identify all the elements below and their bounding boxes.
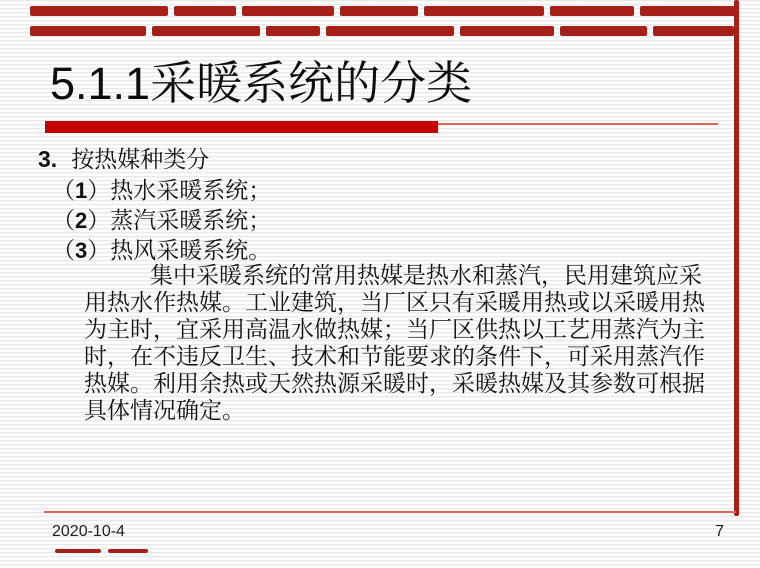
list-heading <box>38 141 209 174</box>
slide-title <box>50 58 472 110</box>
list-item <box>52 202 271 235</box>
list-item-paren-open: （ <box>52 238 75 263</box>
paragraph-line: 集中采暖系统的常用热媒是热水和蒸汽，民用建筑应采 <box>150 263 702 288</box>
paragraph-line: 时，在不违反卫生、技术和节能要求的条件下，可采用蒸汽作 <box>84 344 705 369</box>
bottom-dash-segment <box>108 549 148 553</box>
list-item <box>52 232 271 265</box>
title-number: 5.1.1 <box>50 58 151 109</box>
list-item <box>52 172 271 205</box>
paragraph-line: 为主时，宜采用高温水做热媒；当厂区供热以工艺用蒸汽为主 <box>84 317 705 342</box>
list-item-number: 1 <box>75 178 88 203</box>
body-paragraph <box>84 262 724 424</box>
dash-segment <box>152 26 260 36</box>
dash-segment <box>640 6 735 16</box>
bottom-dash-segment <box>55 549 101 553</box>
footer-divider-line <box>44 511 736 513</box>
top-dashed-accent-line-1 <box>30 6 735 16</box>
dash-segment <box>326 26 454 36</box>
list-item-paren-close: ） <box>87 178 111 203</box>
dash-segment <box>30 6 168 16</box>
dash-segment <box>653 26 734 36</box>
dash-segment <box>560 26 647 36</box>
dash-segment <box>30 26 146 36</box>
paragraph-line: 热媒。利用余热或天然热源采暖时，采暖热媒及其参数可根据 <box>84 371 705 396</box>
list-item-number: 3 <box>75 238 88 263</box>
list-item-paren-close: ） <box>87 238 111 263</box>
list-heading-number: 3. <box>38 146 58 172</box>
list-item-paren-open: （ <box>52 208 75 233</box>
right-vertical-accent-line <box>734 0 739 516</box>
dash-segment <box>424 6 544 16</box>
list-item-number: 2 <box>75 208 88 233</box>
dash-segment <box>340 6 418 16</box>
dash-segment <box>174 6 236 16</box>
footer-page-number: 7 <box>715 523 724 540</box>
list-item-text: 热风采暖系统。 <box>110 238 272 263</box>
dash-segment <box>266 26 320 36</box>
dash-segment <box>242 6 334 16</box>
title-underline-bar <box>45 121 438 133</box>
title-underline-thin-line <box>438 123 718 125</box>
list-heading-text: 按热媒种类分 <box>71 147 210 172</box>
paragraph-line: 用热水作热媒。工业建筑，当厂区只有采暖用热或以采暖用热 <box>84 290 705 315</box>
dash-segment <box>460 26 554 36</box>
list-item-text: 蒸汽采暖系统； <box>110 208 272 233</box>
paragraph-line: 具体情况确定。 <box>84 398 245 423</box>
title-text: 采暖系统的分类 <box>150 58 473 109</box>
list-item-paren-close: ） <box>87 208 111 233</box>
list-item-paren-open: （ <box>52 178 75 203</box>
list-item-text: 热水采暖系统； <box>110 178 272 203</box>
dash-segment <box>550 6 634 16</box>
top-dashed-accent-line-2 <box>30 26 734 36</box>
footer-date: 2020-10-4 <box>52 523 125 540</box>
